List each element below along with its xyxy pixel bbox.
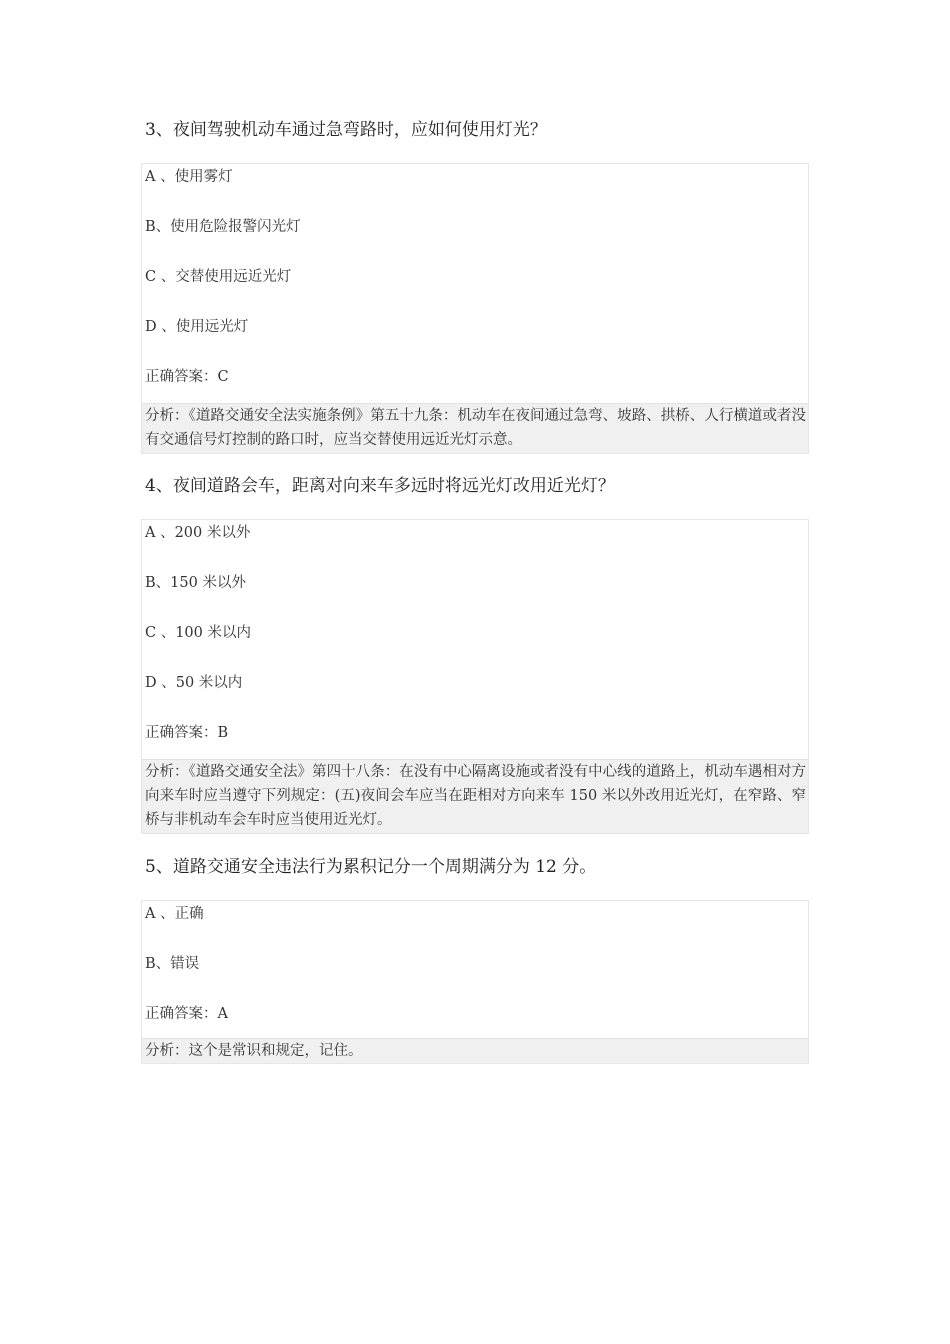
question-4-box [141,519,809,834]
question-5-option-a[interactable]: A 、正确 [145,906,204,922]
question-3-answer: 正确答案：C [145,369,229,385]
question-5-option-b[interactable]: B、错误 [145,956,200,972]
question-5-box [141,900,809,1064]
question-4-option-c[interactable]: C 、100 米以内 [145,625,251,641]
question-5-answer: 正确答案：A [145,1006,228,1022]
question-3-analysis: 分析：《道路交通安全法实施条例》第五十九条：机动车在夜间通过急弯、坡路、拱桥、人行横道或者没有交通信号灯控制的路口时，应当交替使用远近光灯示意。 [142,403,808,453]
question-4-option-d[interactable]: D 、50 米以内 [145,675,243,691]
question-5-analysis: 分析：这个是常识和规定，记住。 [142,1038,808,1063]
question-4-answer: 正确答案：B [145,725,229,741]
question-3-box [141,163,809,454]
question-4-option-a[interactable]: A 、200 米以外 [145,525,251,541]
question-3-option-b[interactable]: B、使用危险报警闪光灯 [145,219,301,235]
question-3-option-a[interactable]: A 、使用雾灯 [145,169,233,185]
question-3-title: 3、夜间驾驶机动车通过急弯路时，应如何使用灯光？ [145,120,547,140]
question-4-title: 4、夜间道路会车，距离对向来车多远时将远光灯改用近光灯？ [145,476,615,496]
question-4-option-b[interactable]: B、150 米以外 [145,575,246,591]
question-3-option-d[interactable]: D 、使用远光灯 [145,319,249,335]
question-5-title: 5、道路交通安全违法行为累积记分一个周期满分为 12 分。 [145,857,597,877]
question-3-option-c[interactable]: C 、交替使用远近光灯 [145,269,292,285]
question-4-analysis: 分析：《道路交通安全法》第四十八条：在没有中心隔离设施或者没有中心线的道路上，机动车遇相对方向来车时应当遵守下列规定：(五)夜间会车应当在距相对方向来车 150 米以外改用近光灯，在窄路、窄桥与非机动车会车时应当使用近光灯。 [142,759,808,833]
